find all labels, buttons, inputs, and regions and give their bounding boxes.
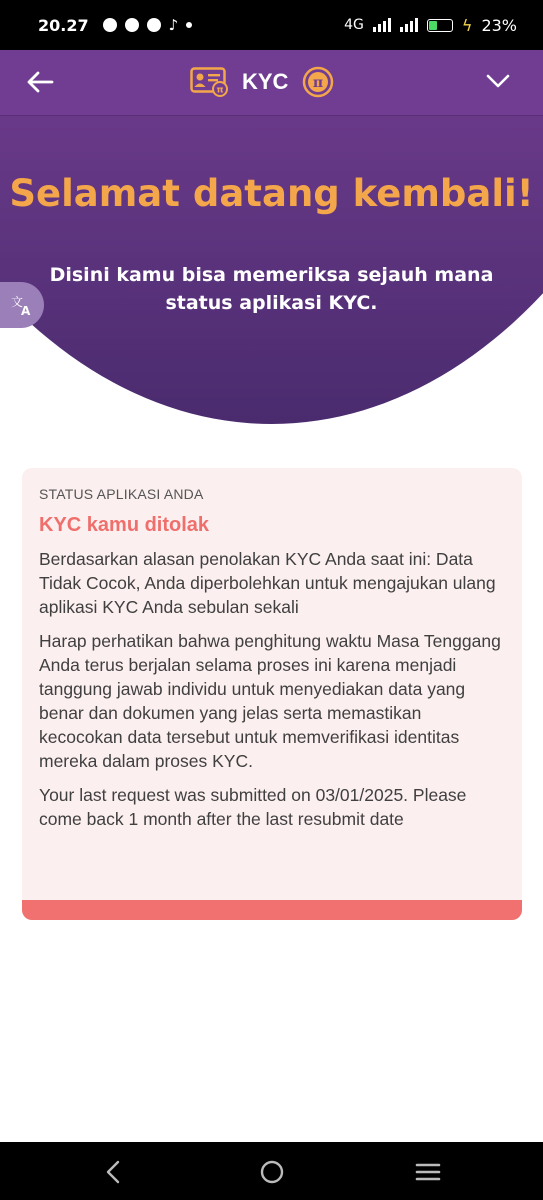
signal-icon-2: [400, 18, 418, 32]
header-title-group: [190, 62, 334, 102]
svg-text:文: 文: [11, 295, 24, 309]
status-label: STATUS APLIKASI ANDA: [39, 486, 204, 502]
last-request-text: Your last request was submitted on 03/01/2025. Please come back 1 month after the last resubmit date: [39, 785, 467, 829]
translate-icon: [9, 292, 35, 318]
hero-subtitle: Disini kamu bisa memeriksa sejauh mana status aplikasi KYC.: [49, 264, 494, 314]
more-notifications-icon: [186, 22, 192, 28]
translate-button[interactable]: [0, 282, 44, 328]
battery-icon: [427, 19, 453, 32]
whatsapp-icon: [125, 18, 139, 32]
charging-bolt-icon: ϟ: [461, 15, 473, 35]
tiktok-icon: ♪: [168, 16, 179, 34]
system-nav-bar: [0, 1142, 543, 1200]
notification-icons: [103, 16, 193, 34]
signal-icon: [373, 18, 391, 32]
status-reason-text: Berdasarkan alasan penolakan KYC Anda saat ini: Data Tidak Cocok, Anda diperbolehkan untuk mengajukan ulang aplikasi KYC Anda sebulan sekali: [39, 549, 496, 617]
kyc-status-card: [22, 468, 522, 920]
grace-period-text: Harap perhatikan bahwa penghitung waktu Masa Tenggang Anda terus berjalan selama proses ini karena menjadi tanggung jawab individu untuk menyediakan data yang benar dan dokumen yang jelas serta memastikan kecocokan data tersebut untuk memverifikasi identitas mereka dalam proses KYC.: [39, 631, 501, 771]
compass-icon: [147, 18, 161, 32]
hero-title: Selamat datang kembali!: [9, 172, 534, 215]
id-card-icon: [190, 67, 228, 97]
status-color-bar: [22, 900, 522, 920]
back-arrow-icon[interactable]: [22, 64, 58, 100]
svg-text:π: π: [313, 75, 324, 91]
nav-home-icon[interactable]: [258, 1158, 286, 1186]
status-bar: [0, 0, 543, 50]
pi-coin-icon: [302, 66, 334, 98]
status-time: 20.27: [38, 15, 89, 35]
hero-section: [0, 116, 543, 426]
svg-text:π: π: [216, 85, 224, 96]
status-right: [344, 16, 517, 35]
app-header: [0, 50, 543, 116]
svg-text:A: A: [21, 304, 31, 318]
network-type: 4G: [344, 17, 364, 33]
status-heading: KYC kamu ditolak: [39, 514, 210, 536]
page-title: KYC: [242, 69, 289, 94]
nav-recents-icon[interactable]: [414, 1158, 442, 1186]
nav-back-icon[interactable]: [100, 1158, 128, 1186]
chevron-down-icon[interactable]: [483, 66, 513, 96]
battery-percent: 23%: [481, 15, 517, 35]
facebook-icon: [103, 18, 117, 32]
